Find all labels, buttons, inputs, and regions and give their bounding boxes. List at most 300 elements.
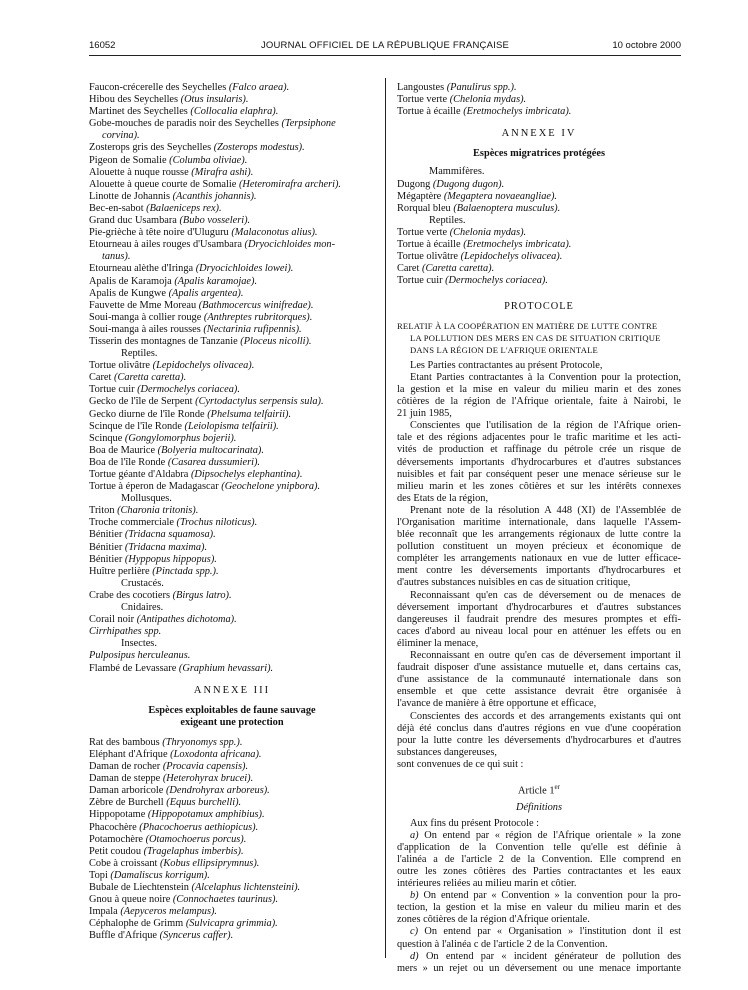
article-superscript: er: [554, 782, 560, 791]
species-entry: [89, 191, 375, 203]
scientific-name: (Leiolopisma telfairii).: [184, 420, 279, 432]
species-entry: [89, 882, 375, 894]
common-name: Apalis de Kungwe: [89, 287, 169, 299]
species-entry: [89, 918, 375, 930]
species-entry: [89, 179, 375, 191]
species-entry: [397, 263, 681, 275]
species-entry: [89, 834, 375, 846]
common-name: Gecko diurne de l'île Ronde: [89, 408, 208, 420]
species-entry: [89, 457, 375, 469]
paragraph-line: Conscientes que l'utilisation de la région de l'Afrique orien-: [410, 420, 681, 432]
protocole-heading-line: RELATIF À LA COOPÉRATION EN MATIÈRE DE LUTTE CONTRE: [397, 320, 658, 331]
species-entry: [89, 614, 375, 626]
species-entry: [89, 94, 375, 106]
scientific-name: (Dermochelys coriacea).: [137, 384, 240, 396]
definition-text: outre les zones côtières des Parties contractantes et les eaux: [397, 865, 681, 877]
scientific-name: (Lepidochelys olivacea).: [460, 251, 563, 263]
common-name: Bénitier: [89, 541, 125, 553]
common-name: Fauvette de Mme Moreau: [89, 299, 199, 311]
protocole-heading-line: LA POLLUTION DES MERS EN CAS DE SITUATION CRITIQUE: [410, 332, 661, 343]
definitions-intro: Aux fins du présent Protocole :: [410, 817, 539, 829]
paragraph-line: des Etats de la région,: [397, 492, 489, 504]
common-name: Martinet des Seychelles: [89, 106, 191, 118]
common-name: Scinque: [89, 432, 125, 444]
scientific-name: (Malaconotus alius).: [231, 227, 318, 239]
species-entry: [89, 761, 375, 773]
paragraph-line: Etant Parties contractantes à la Convention pour la protection,: [410, 371, 681, 383]
species-entry: [89, 167, 375, 179]
scientific-name: (Acanthis johannis).: [172, 190, 257, 202]
common-name: Pigeon de Somalie: [89, 154, 170, 166]
annexe-iii-subtitle: exigeant une protection: [180, 716, 284, 728]
definition-line: [397, 902, 681, 914]
protocole-title: PROTOCOLE: [504, 301, 574, 313]
annexe-iv-title: ANNEXE IV: [501, 128, 577, 140]
paragraph-line: déversement important d'hydrocarbures et d'autres substances: [397, 601, 681, 613]
right-column: [397, 82, 681, 975]
paragraph-line: Les Parties contractantes au présent Protocole,: [410, 359, 603, 371]
scientific-name: (Balaeniceps rex).: [146, 202, 222, 214]
scientific-name: (Alcelaphus lichtensteini).: [191, 882, 301, 893]
scientific-name: (Connochaetes taurinus).: [172, 894, 279, 906]
species-entry: [89, 372, 375, 384]
paragraph-line: substances dangereuses,: [397, 746, 497, 758]
common-name: Grand duc Usambara: [89, 215, 180, 227]
common-name: Rorqual bleu: [397, 202, 454, 214]
species-entry: [89, 737, 375, 749]
common-name: Troche commerciale: [89, 517, 177, 529]
common-name: Tortue verte: [397, 94, 450, 106]
scientific-name: (Anthreptes rubritorques).: [203, 311, 313, 323]
species-entry: [89, 894, 375, 906]
common-name: Pie-grièche à tête noire d'Uluguru: [89, 227, 232, 239]
common-name: Zosterops gris des Seychelles: [89, 142, 214, 154]
common-name: Langoustes: [397, 82, 447, 93]
common-name: Caret: [89, 372, 114, 384]
definition-text: question à l'alinéa c de l'article 2 de la Convention.: [397, 938, 608, 950]
scientific-name: (Chelonia mydas).: [449, 226, 527, 238]
species-entry: [89, 650, 375, 662]
scientific-name: Cirrhipathes spp.: [89, 626, 162, 638]
species-entry: [89, 384, 375, 396]
paragraph-line: Reconnaissant en outre qu'en cas de déversement important il: [410, 650, 681, 662]
species-entry: [89, 227, 375, 239]
group-heading: Cnidaires.: [121, 602, 164, 614]
species-entry: [89, 360, 375, 372]
definition-text: intérieures reliées au milieu marin et côtier.: [397, 878, 577, 890]
scientific-name: (Tragelaphus imberbis).: [143, 845, 244, 857]
definition-line: [397, 963, 681, 975]
paragraph-line: ensemble et que cette assistance devrait être organisée à: [397, 686, 681, 698]
common-name: Gecko de l'île de Serpent: [89, 396, 196, 408]
species-entry: [89, 469, 375, 481]
scientific-name: (Phacochoerus aethiopicus).: [139, 821, 259, 833]
scientific-name: (Bubo vosseleri).: [179, 215, 251, 227]
group-heading: Mollusques.: [121, 493, 172, 505]
scientific-name: (Balaenoptera musculus).: [453, 202, 561, 214]
scientific-name: (Dendrohyrax arboreus).: [165, 785, 270, 797]
definition-letter: c): [410, 926, 419, 938]
scientific-name: (Dermochelys coriacea).: [445, 275, 548, 287]
common-name: Soui-manga à collier rouge: [89, 311, 204, 323]
common-name: Petit coudou: [89, 845, 144, 857]
common-name: Triton: [89, 505, 118, 517]
definition-text: zones côtières de la région d'Afrique orientale.: [397, 914, 590, 926]
definition-text: On entend par « Organisation » l'institution dont il est: [418, 926, 681, 938]
journal-title: JOURNAL OFFICIEL DE LA RÉPUBLIQUE FRANÇAISE: [260, 40, 510, 51]
scientific-name: (Caretta caretta).: [422, 263, 495, 275]
scientific-name: (Eretmochelys imbricata).: [463, 239, 572, 251]
paragraph-line: d'autres substances nuisibles en cas de situation critique,: [397, 577, 631, 589]
species-entry: [89, 203, 375, 215]
species-entry: [89, 858, 375, 870]
common-name: Alouette à queue courte de Somalie: [89, 178, 239, 190]
common-name: Etourneau à ailes rouges d'Usambara: [89, 239, 245, 251]
common-name: Tortue à écaille: [397, 106, 464, 118]
group-heading: Crustacés.: [121, 577, 164, 589]
common-name: Mégaptère: [397, 190, 444, 202]
paragraph-line: la gestion et la mise en valeur du milieu marin et des zones: [397, 383, 681, 395]
scientific-name: (Cyrtodactylus serpensis sula).: [195, 396, 324, 408]
common-name: Daman de rocher: [89, 761, 163, 773]
common-name: Caret: [397, 263, 422, 275]
scientific-name: (Bolyeria multocarinata).: [157, 444, 264, 456]
scientific-name: (Charonia tritonis).: [117, 505, 199, 517]
species-entry: [89, 773, 375, 785]
paragraph-line: 21 juin 1985,: [397, 408, 452, 420]
common-name: Zèbre de Burchell: [89, 797, 167, 809]
common-name: Céphalophe de Grimm: [89, 918, 186, 930]
scientific-name: (Otamochoerus porcus).: [145, 833, 247, 845]
definition-text: On entend par « Convention » la convention pour la pro-: [418, 890, 681, 902]
species-entry: [89, 251, 375, 263]
scientific-name: (Collocalia elaphra).: [190, 106, 279, 118]
species-entry: [89, 566, 375, 578]
species-entry: [89, 870, 375, 882]
scientific-name: (Birgus latro).: [172, 589, 232, 601]
scientific-name: (Panulirus spp.).: [446, 82, 517, 93]
common-name: Bec-en-sabot: [89, 202, 147, 214]
common-name: Impala: [89, 906, 121, 918]
scientific-name: (Caretta caretta).: [114, 372, 187, 384]
article-label: Article 1: [518, 785, 555, 797]
paragraph-line: déversements importants d'hydrocarbures et d'autres substances: [397, 456, 681, 468]
species-entry: [89, 749, 375, 761]
species-entry: [397, 251, 681, 263]
species-entry: [89, 809, 375, 821]
common-name: Alouette à nuque rousse: [89, 166, 192, 178]
paragraph-line: d'une assistance de la communauté internationale dans son: [397, 674, 681, 686]
scientific-name: (Heteromirafra archeri).: [238, 178, 342, 190]
species-entry: [89, 118, 375, 130]
species-entry: [89, 906, 375, 918]
scientific-name: (Terpsiphone: [281, 118, 336, 130]
scientific-name: (Zosterops modestus).: [213, 142, 305, 154]
scientific-name: (Gongylomorphus bojerii).: [124, 432, 237, 444]
common-name: Bubale de Liechtenstein: [89, 882, 192, 893]
group-heading: Reptiles.: [121, 348, 158, 360]
species-entry: [89, 409, 375, 421]
paragraph-line: Conscientes des accords et des arrangements existants qui ont: [410, 710, 681, 722]
species-entry: [89, 797, 375, 809]
definition-text: On entend par « incident générateur de pollution des: [418, 950, 681, 962]
paragraph-line: pollution constituent un moyen précieux et économique de: [397, 541, 681, 553]
species-entry: [89, 276, 375, 288]
scientific-name: (Eretmochelys imbricata).: [463, 106, 572, 118]
species-entry: [89, 822, 375, 834]
common-name: Corail noir: [89, 614, 137, 626]
common-name: Daman de steppe: [89, 773, 163, 785]
annexe-iii-title: ANNEXE III: [193, 684, 271, 696]
species-entry: [89, 785, 375, 797]
common-name: Faucon-crécerelle des Seychelles: [89, 82, 229, 93]
definition-letter: b): [410, 890, 419, 902]
common-name: Tortue à écaille: [397, 239, 464, 251]
paragraph-line: compléter les arrangements nationaux en vue de lutter efficace-: [397, 553, 681, 565]
definitions-title: Définitions: [516, 801, 562, 813]
definition-line: [397, 914, 681, 926]
paragraph-line: blée reconnaît que les arrangements régionaux de lutte contre la: [397, 529, 681, 541]
page-header: [89, 40, 681, 54]
species-entry: [397, 227, 681, 239]
paragraph-line: l'Organisation maritime internationale, dans laquelle l'Assem-: [397, 517, 681, 528]
scientific-name: (Nectarinia rufipennis).: [203, 323, 302, 335]
common-name: Potamochère: [89, 833, 146, 845]
protocole-heading-line: DANS LA RÉGION DE L'AFRIQUE ORIENTALE: [410, 344, 598, 355]
common-name: Tortue olivâtre: [89, 360, 153, 372]
common-name: Hibou des Seychelles: [89, 94, 181, 106]
common-name: Buffle d'Afrique: [89, 930, 160, 942]
definition-line: [397, 939, 681, 951]
paragraph-line: côtières de la région de l'Afrique orientale, faite à Nairobi, le: [397, 396, 681, 408]
scientific-name: (Geochelone ynipbora).: [221, 481, 321, 493]
scientific-name: (Damaliscus korrigum).: [110, 869, 210, 881]
paragraph-line: tale et des régions adjacentes pour le trafic maritime et les acti-: [397, 432, 681, 444]
species-entry: [89, 300, 375, 312]
species-entry: [89, 505, 375, 517]
species-entry: [89, 421, 375, 433]
species-entry: [89, 529, 375, 541]
species-entry: [89, 130, 375, 142]
definition-text: mers » un rejet ou un déversement ou une menace importante: [397, 962, 681, 974]
common-name: Tisserin des montagnes de Tanzanie: [89, 335, 241, 347]
scientific-name: (Lepidochelys olivacea).: [152, 360, 255, 372]
species-entry: [89, 239, 375, 251]
paragraph-line: nuisibles et fait par conséquent peser une menace sérieuse sur le: [397, 468, 681, 480]
paragraph-line: milieu marin et les zones côtières et sur les intérêts connexes: [397, 480, 681, 492]
species-entry: [89, 663, 375, 675]
scientific-name: (Antipathes dichotoma).: [136, 614, 237, 626]
scientific-name: (Syncerus caffer).: [159, 930, 234, 942]
scientific-name: (Thryonomys spp.).: [162, 736, 243, 748]
species-entry: [89, 590, 375, 602]
scientific-name: (Falco araea).: [228, 82, 290, 93]
group-heading: Mammifères.: [429, 166, 485, 178]
species-entry: [89, 312, 375, 324]
definition-line: [397, 866, 681, 878]
species-entry: [89, 336, 375, 348]
species-entry: [397, 179, 681, 191]
definition-line: [397, 842, 681, 854]
species-entry: [89, 846, 375, 858]
spacer: [397, 771, 681, 781]
paragraph-line: l'avance de manière à être opportune et efficace,: [397, 698, 597, 710]
species-entry: [89, 445, 375, 457]
scientific-name: (Heterohyrax brucei).: [162, 773, 254, 785]
scientific-name: (Kobus ellipsiprymnus).: [159, 857, 260, 869]
scientific-name: (Dugong dugon).: [432, 178, 505, 190]
species-entry: [89, 263, 375, 275]
common-name: Tortue cuir: [397, 275, 446, 287]
definition-text: tection, la gestion et la mise en valeur du milieu marin et des: [397, 902, 681, 914]
species-entry: [397, 203, 681, 215]
scientific-name: (Ploceus nicolli).: [240, 335, 312, 347]
scientific-name: (Dryocichloides mon-: [244, 239, 336, 251]
species-entry: [89, 106, 375, 118]
definition-line: [397, 878, 681, 890]
scientific-name: (Chelonia mydas).: [449, 94, 527, 106]
species-entry: [397, 82, 681, 94]
species-entry: [397, 106, 681, 118]
common-name: Scinque de l'île Ronde: [89, 420, 185, 432]
common-name: Tortue olivâtre: [397, 251, 461, 263]
paragraph-line: Prenant note de la résolution A 448 (XI) de l'Assemblée de: [410, 504, 681, 516]
common-name: Linotte de Johannis: [89, 190, 173, 202]
paragraph-line: pour la lutte contre les déversements d'hydrocarbures et d'autres: [397, 734, 681, 746]
scientific-name: (Graphium hevassari).: [178, 662, 274, 674]
common-name: Gnou à queue noire: [89, 894, 173, 906]
species-entry: [89, 626, 375, 638]
species-entry: [89, 433, 375, 445]
scientific-name: (Apalis argentea).: [168, 287, 244, 299]
species-entry: [89, 288, 375, 300]
annexe-iv-subtitle: Espèces migratrices protégées: [473, 148, 605, 160]
scientific-name: (Mirafra ashi).: [191, 166, 254, 178]
common-name: Apalis de Karamoja: [89, 275, 175, 287]
scientific-name: corvina).: [102, 130, 140, 142]
header-rule: [89, 55, 681, 56]
scientific-name: (Trochus niloticus).: [176, 517, 258, 529]
paragraph-line: vités de production et raffinage du pétrole crée un risque de: [397, 444, 681, 456]
species-entry: [89, 155, 375, 167]
scientific-name: (Equus burchelli).: [166, 797, 242, 809]
definition-text: l'alinéa a de l'article 2 de la Convention. Elle comprend en: [397, 853, 681, 865]
paragraph-line: caces d'abord au niveau local pour en atténuer les effets ou en: [397, 625, 681, 637]
common-name: Bénitier: [89, 553, 125, 565]
species-entry: [397, 94, 681, 106]
common-name: Rat des bambous: [89, 736, 163, 748]
definition-letter: d): [410, 950, 419, 962]
definition-text: d'application de la Convention telle qu'elle est définie à: [397, 841, 681, 853]
common-name: Daman arboricole: [89, 785, 166, 797]
scientific-name: (Megaptera novaeangliae).: [443, 190, 557, 202]
species-entry: [89, 82, 375, 94]
definition-text: On entend par « région de l'Afrique orientale » la zone: [418, 829, 681, 841]
group-heading: Insectes.: [121, 638, 157, 650]
species-entry: [89, 930, 375, 942]
scientific-name: (Dipsochelys elephantina).: [190, 469, 303, 480]
common-name: Soui-manga à ailes rousses: [89, 323, 204, 335]
definition-line: [397, 854, 681, 866]
definition-line: [397, 890, 681, 902]
common-name: Tortue verte: [397, 226, 450, 238]
species-entry: [397, 239, 681, 251]
scientific-name: (Phelsuma telfairii).: [207, 408, 292, 420]
species-entry: [397, 275, 681, 287]
common-name: Boa de l'île Ronde: [89, 456, 168, 468]
group-heading: Reptiles.: [429, 214, 466, 226]
paragraph-line: faudrait disposer d'une assistance mutuelle et, dans certains cas,: [397, 662, 681, 674]
scientific-name: (Columba oliviae).: [169, 154, 248, 166]
common-name: Gobe-mouches de paradis noir des Seychelles: [89, 118, 282, 130]
spacer: [89, 729, 375, 737]
scientific-name: (Loxodonta africana).: [170, 748, 262, 760]
species-entry: [89, 215, 375, 227]
common-name: Tortue cuir: [89, 384, 138, 396]
paragraph-line: ment contre les déversements importants d'hydrocarbures et: [397, 565, 681, 577]
species-entry: [89, 142, 375, 154]
publication-date: 10 octobre 2000: [612, 40, 681, 51]
paragraph-line: Reconnaissant qu'en cas de déversement ou de menaces de: [410, 589, 681, 601]
common-name: Bénitier: [89, 529, 125, 541]
scientific-name: (Pinctada spp.).: [152, 565, 219, 577]
paragraph-line: dangereuses il faudrait prendre des mesures promptes et effi-: [397, 613, 681, 625]
species-entry: [397, 191, 681, 203]
closing-line: sont convenues de ce qui suit :: [397, 758, 524, 770]
paragraph-line: déjà été conclus dans d'autres régions en vue d'une coopération: [397, 722, 681, 734]
common-name: Huître perlière: [89, 565, 153, 577]
article-title: [397, 781, 681, 798]
species-entry: [89, 542, 375, 554]
common-name: Dugong: [397, 178, 433, 190]
definition-letter: a): [410, 829, 419, 841]
common-name: Phacochère: [89, 821, 140, 833]
common-name: Flambé de Levassare: [89, 662, 179, 674]
scientific-name: Pulposipus herculeanus.: [89, 650, 191, 662]
scientific-name: (Otus insularis).: [180, 94, 249, 106]
common-name: Crabe des cocotiers: [89, 589, 173, 601]
species-entry: [89, 396, 375, 408]
spacer: [397, 287, 681, 295]
common-name: Cobe à croissant: [89, 857, 160, 869]
page-number: 16052: [89, 40, 116, 51]
scientific-name: (Hyppopus hippopus).: [124, 553, 217, 565]
scientific-name: tanus).: [102, 251, 131, 263]
scientific-name: (Aepyceros melampus).: [120, 906, 218, 918]
species-entry: [89, 554, 375, 566]
common-name: Tortue géante d'Aldabra: [89, 469, 191, 480]
scientific-name: (Sulvicapra grimmia).: [185, 918, 278, 930]
scientific-name: (Apalis karamojae).: [174, 275, 258, 287]
species-entry: [89, 517, 375, 529]
species-entry: [89, 324, 375, 336]
scientific-name: (Bathmocercus winifredae).: [198, 299, 314, 311]
scientific-name: (Procavia capensis).: [162, 761, 249, 773]
scientific-name: (Casarea dussumieri).: [167, 456, 260, 468]
common-name: Eléphant d'Afrique: [89, 748, 171, 760]
definition-line: [397, 951, 681, 963]
definition-line: [397, 926, 681, 938]
paragraph-line: éliminer la menace,: [397, 637, 479, 649]
common-name: Etourneau alèthe d'Iringa: [89, 263, 196, 275]
scientific-name: (Hippopotamux amphibius).: [147, 809, 265, 821]
common-name: Boa de Maurice: [89, 444, 158, 456]
species-entry: [89, 481, 375, 493]
common-name: Hippopotame: [89, 809, 148, 821]
definition-line: [397, 830, 681, 842]
common-name: Topi: [89, 869, 111, 881]
scientific-name: (Tridacna squamosa).: [124, 529, 216, 541]
